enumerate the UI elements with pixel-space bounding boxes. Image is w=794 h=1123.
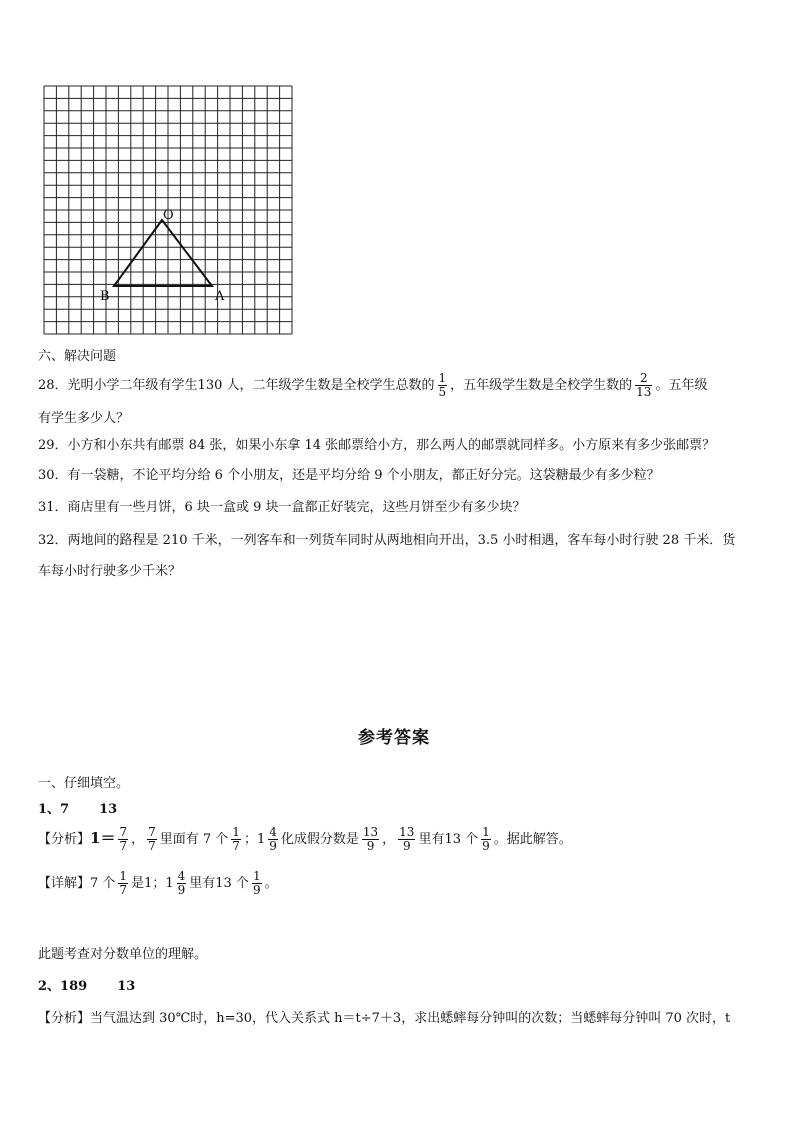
question-30: 30．有一袋糖，不论平均分给 6 个小朋友，还是平均分给 9 个小朋友，都正好分完。这袋糖最少有多少粒？ [38,468,660,483]
analysis-1-frac-4: $\frac{4}{9}$ [269,825,277,853]
question-28-line1 [38,372,707,399]
detail-1-t2: 是1；1 [131,876,174,891]
analysis-2-text: 当气温达到 30℃时，h=30，代入关系式 h＝t÷7＋3，求出蟋蟀每分钟叫的次数；当蟋蟀每分钟叫 70 次时，t [90,1011,731,1026]
answer-2 [38,979,135,995]
summary-1: 此题考查对分数单位的理解。 [38,947,208,962]
answer-1 [38,802,117,818]
detail-1-t3: 里有13 个 [189,876,249,891]
triangle-oab [114,220,212,286]
question-29: 29．小方和小东共有邮票 84 张，如果小东拿 14 张邮票给小方，那么两人的邮票就同样多。小方原来有多少张邮票？ [38,438,716,453]
analysis-1-frac-6: $\frac{13}{9}$ [399,825,415,853]
q28-part1: 28．光明小学二年级有学生130 人，二年级学生数是全校学生总数的 [38,378,435,393]
q28-part2: ，五年级学生数是全校学生数的 [450,378,633,393]
section-title-solve-problems: 六、解决问题 [38,349,117,364]
answer-2-first: 2、189 [38,979,88,994]
question-32-line2: 车每小时行驶多少千米？ [38,564,182,579]
question-28-line2: 有学生多少人？ [38,411,130,426]
detail-1-tag: 【详解】 [38,876,91,891]
analysis-1-t6: ， [382,832,396,847]
analysis-1-t3: 里面有 7 个 [159,832,229,847]
q28-fraction-2: $\frac{2}{13}$ [636,371,652,399]
analysis-1-frac-1: $\frac{7}{7}$ [119,825,128,853]
answers-section-1-title: 一、仔细填空。 [38,776,130,791]
grid-figure [40,84,300,340]
answer-1-second: 13 [99,802,118,817]
analysis-1-t1: 1＝ [90,829,116,847]
analysis-1-frac-5: $\frac{13}{9}$ [362,825,379,853]
analysis-1-t4: ；1 [243,832,266,847]
detail-1 [38,870,278,897]
analysis-1-t8: 。据此解答。 [493,832,572,847]
detail-1-t1: 7 个 [90,876,116,891]
detail-1-frac-2: $\frac{4}{9}$ [177,869,186,897]
question-31: 31．商店里有一些月饼，6 块一盒或 9 块一盒都正好装完，这些月饼至少有多少块？ [38,500,526,515]
analysis-2-tag: 【分析】 [38,1011,91,1026]
detail-1-frac-1: $\frac{1}{7}$ [119,869,128,897]
analysis-1-t2: ， [131,832,145,847]
analysis-2 [38,1011,730,1027]
answer-1-first: 1、7 [38,802,70,817]
analysis-1-frac-3: $\frac{1}{7}$ [232,825,240,853]
answers-title: 参考答案 [358,728,430,748]
detail-1-t4: 。 [264,876,278,891]
q28-fraction-1: $\frac{1}{5}$ [438,371,447,399]
analysis-1-frac-2: $\frac{7}{7}$ [148,825,156,853]
analysis-1-frac-7: $\frac{1}{9}$ [482,825,490,853]
q28-part3: 。五年级 [655,378,708,393]
analysis-1-t5: 化成假分数是 [280,832,359,847]
vertex-label-o: O [163,208,174,223]
vertex-label-b: B [100,289,110,304]
analysis-1 [38,826,572,853]
vertex-label-a: A [215,289,225,304]
detail-1-frac-3: $\frac{1}{9}$ [252,869,261,897]
analysis-1-tag: 【分析】 [38,832,91,847]
question-32-line1: 32．两地间的路程是 210 千米，一列客车和一列货车同时从两地相向开出，3.5 小时相遇，客车每小时行驶 28 千米．货 [38,533,736,548]
analysis-1-t7: 里有13 个 [418,832,479,847]
answer-2-second: 13 [117,979,136,994]
